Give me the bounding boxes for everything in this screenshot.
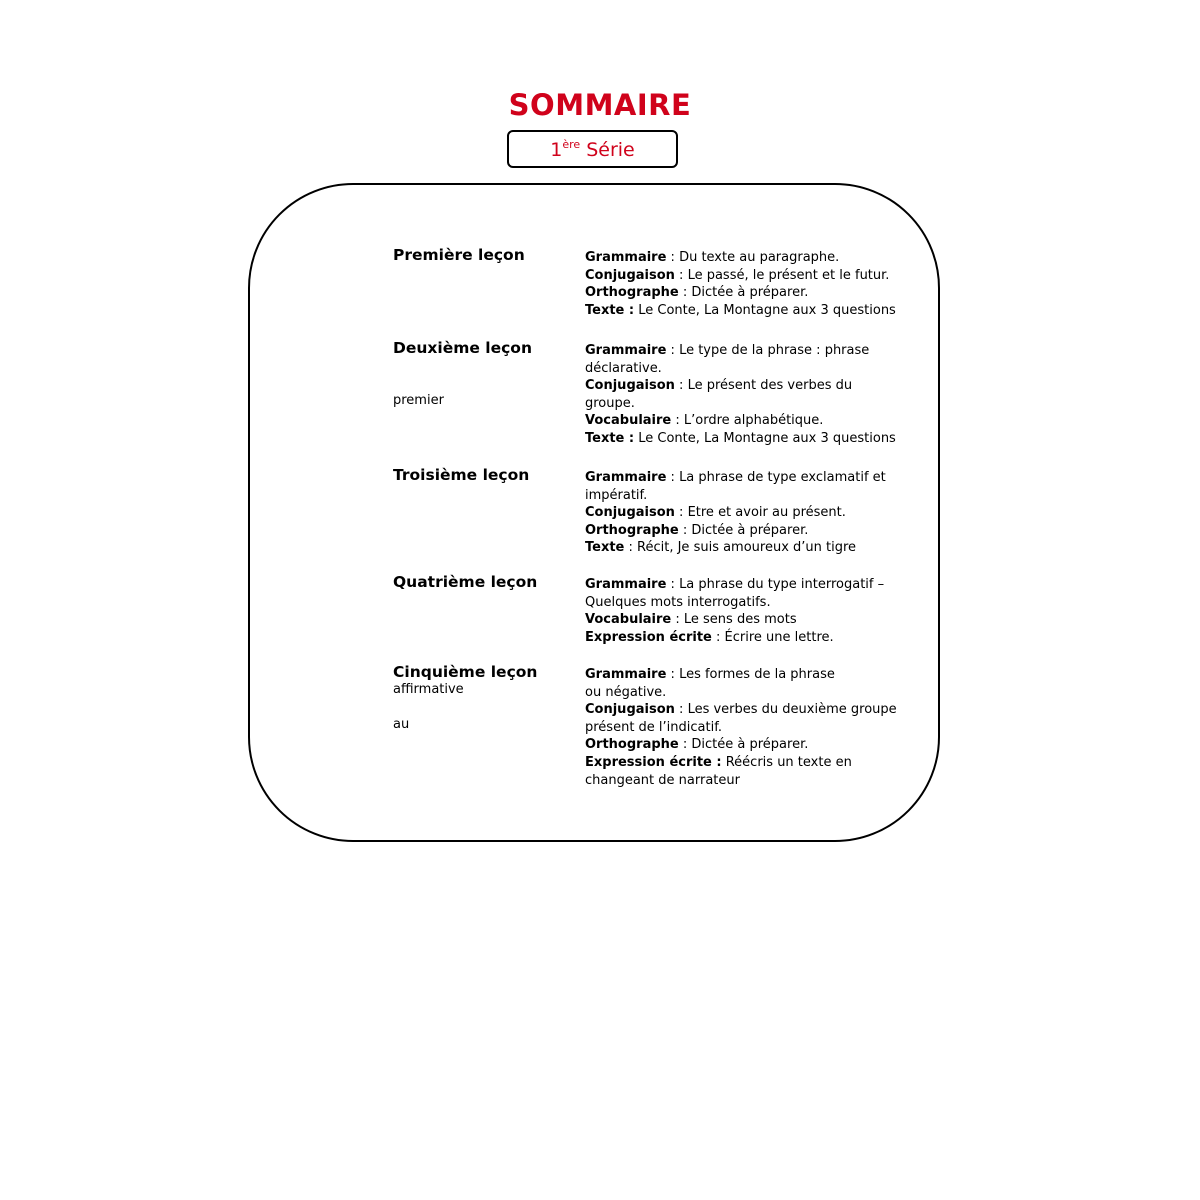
series-suffix: ère — [562, 138, 581, 151]
line-separator: : — [711, 629, 725, 645]
line-separator: : — [666, 470, 680, 485]
line-separator: : — [678, 522, 692, 538]
line-separator: : — [674, 505, 688, 521]
line-text: présent de l’indicatif. — [585, 719, 722, 735]
line-label: Conjugaison — [585, 378, 675, 394]
line-text: Dictée à préparer. — [691, 285, 809, 301]
content-line — [585, 284, 905, 302]
line-label: Expression écrite — [585, 629, 712, 645]
line-text: ou négative. — [585, 684, 667, 700]
line-text: Du texte au paragraphe. — [679, 250, 840, 265]
content-line — [585, 736, 905, 754]
content-line — [585, 539, 905, 557]
line-text: impératif. — [585, 487, 648, 503]
lesson-content — [585, 576, 905, 646]
lesson-title: Quatrième leçon — [393, 573, 538, 591]
line-text: Quelques mots interrogatifs. — [585, 594, 771, 610]
line-separator: : — [678, 737, 692, 753]
line-text: Le Conte, La Montagne aux 3 questions — [638, 302, 896, 318]
content-line — [585, 487, 905, 505]
content-line — [585, 522, 905, 540]
content-line — [585, 629, 905, 647]
line-text: Les formes de la phrase — [679, 667, 835, 682]
line-text: Écrire une lettre. — [724, 629, 834, 645]
content-line — [585, 249, 905, 267]
line-separator: : — [671, 413, 684, 429]
content-line — [585, 430, 905, 448]
lesson-side-note: affirmative — [393, 682, 464, 697]
line-separator: : — [671, 612, 684, 628]
line-label: Grammaire — [585, 343, 667, 358]
lesson-title: Première leçon — [393, 246, 525, 264]
line-label: Expression écrite : — [585, 754, 722, 770]
line-text: groupe. — [585, 395, 635, 411]
line-label: Grammaire — [585, 250, 667, 265]
line-separator: : — [674, 702, 688, 718]
line-text: Etre et avoir au présent. — [687, 505, 846, 521]
line-separator: : — [666, 250, 680, 265]
line-text: Le passé, le présent et le futur. — [687, 267, 890, 283]
content-line — [585, 576, 905, 594]
content-line — [585, 395, 905, 413]
line-text: Réécris un texte en — [725, 754, 852, 770]
line-label: Texte : — [585, 302, 635, 318]
lesson-title: Cinquième leçon — [393, 663, 538, 681]
line-separator: : — [666, 577, 680, 592]
line-text: Le type de la phrase : phrase — [679, 343, 870, 358]
line-text: déclarative. — [585, 360, 662, 376]
content-line — [585, 360, 905, 378]
line-label: Grammaire — [585, 470, 667, 485]
lesson-title: Deuxième leçon — [393, 339, 532, 357]
line-text: La phrase de type exclamatif et — [679, 470, 886, 485]
line-label: Conjugaison — [585, 267, 675, 283]
line-separator: : — [674, 378, 688, 394]
lesson-side-note: au — [393, 717, 410, 732]
line-text: Le sens des mots — [683, 612, 797, 628]
content-line — [585, 719, 905, 737]
content-line — [585, 412, 905, 430]
content-line — [585, 611, 905, 629]
line-label: Orthographe — [585, 522, 679, 538]
line-separator: : — [678, 285, 692, 301]
line-text: Récit, Je suis amoureux d’un tigre — [637, 540, 857, 556]
line-text: Le présent des verbes du — [687, 378, 853, 394]
line-text: Le Conte, La Montagne aux 3 questions — [638, 430, 896, 446]
series-number: 1 — [550, 139, 563, 161]
line-text: Dictée à préparer. — [691, 522, 809, 538]
lesson-side-note: premier — [393, 393, 444, 408]
content-line — [585, 754, 905, 772]
content-line — [585, 684, 905, 702]
line-label: Conjugaison — [585, 702, 675, 718]
content-line — [585, 469, 905, 487]
lesson-content — [585, 666, 905, 789]
line-label: Grammaire — [585, 667, 667, 682]
line-text: changeant de narrateur — [585, 772, 740, 788]
line-label: Orthographe — [585, 737, 679, 753]
line-label: Texte — [585, 540, 625, 556]
line-label: Vocabulaire — [585, 413, 672, 429]
series-label: Série — [580, 139, 635, 161]
line-separator: : — [666, 343, 680, 358]
line-text: Les verbes du deuxième groupe — [687, 702, 897, 718]
content-line — [585, 377, 905, 395]
line-text: La phrase du type interrogatif – — [679, 577, 885, 592]
line-separator: : — [624, 540, 638, 556]
content-line — [585, 666, 905, 684]
content-line — [585, 342, 905, 360]
line-label: Texte : — [585, 430, 635, 446]
page-title: SOMMAIRE — [508, 88, 692, 122]
line-label: Orthographe — [585, 285, 679, 301]
content-line — [585, 594, 905, 612]
lesson-content — [585, 469, 905, 557]
lesson-content — [585, 342, 905, 448]
content-line — [585, 302, 905, 320]
line-separator: : — [666, 667, 680, 682]
series-badge — [507, 130, 678, 168]
line-text: Dictée à préparer. — [691, 737, 809, 753]
content-line — [585, 267, 905, 285]
line-label: Grammaire — [585, 577, 667, 592]
content-line — [585, 701, 905, 719]
content-line — [585, 504, 905, 522]
line-label: Conjugaison — [585, 505, 675, 521]
line-text: L’ordre alphabétique. — [683, 413, 824, 429]
line-separator: : — [674, 267, 688, 283]
lesson-content — [585, 249, 905, 319]
content-line — [585, 772, 905, 790]
lesson-title: Troisième leçon — [393, 466, 530, 484]
line-label: Vocabulaire — [585, 612, 672, 628]
